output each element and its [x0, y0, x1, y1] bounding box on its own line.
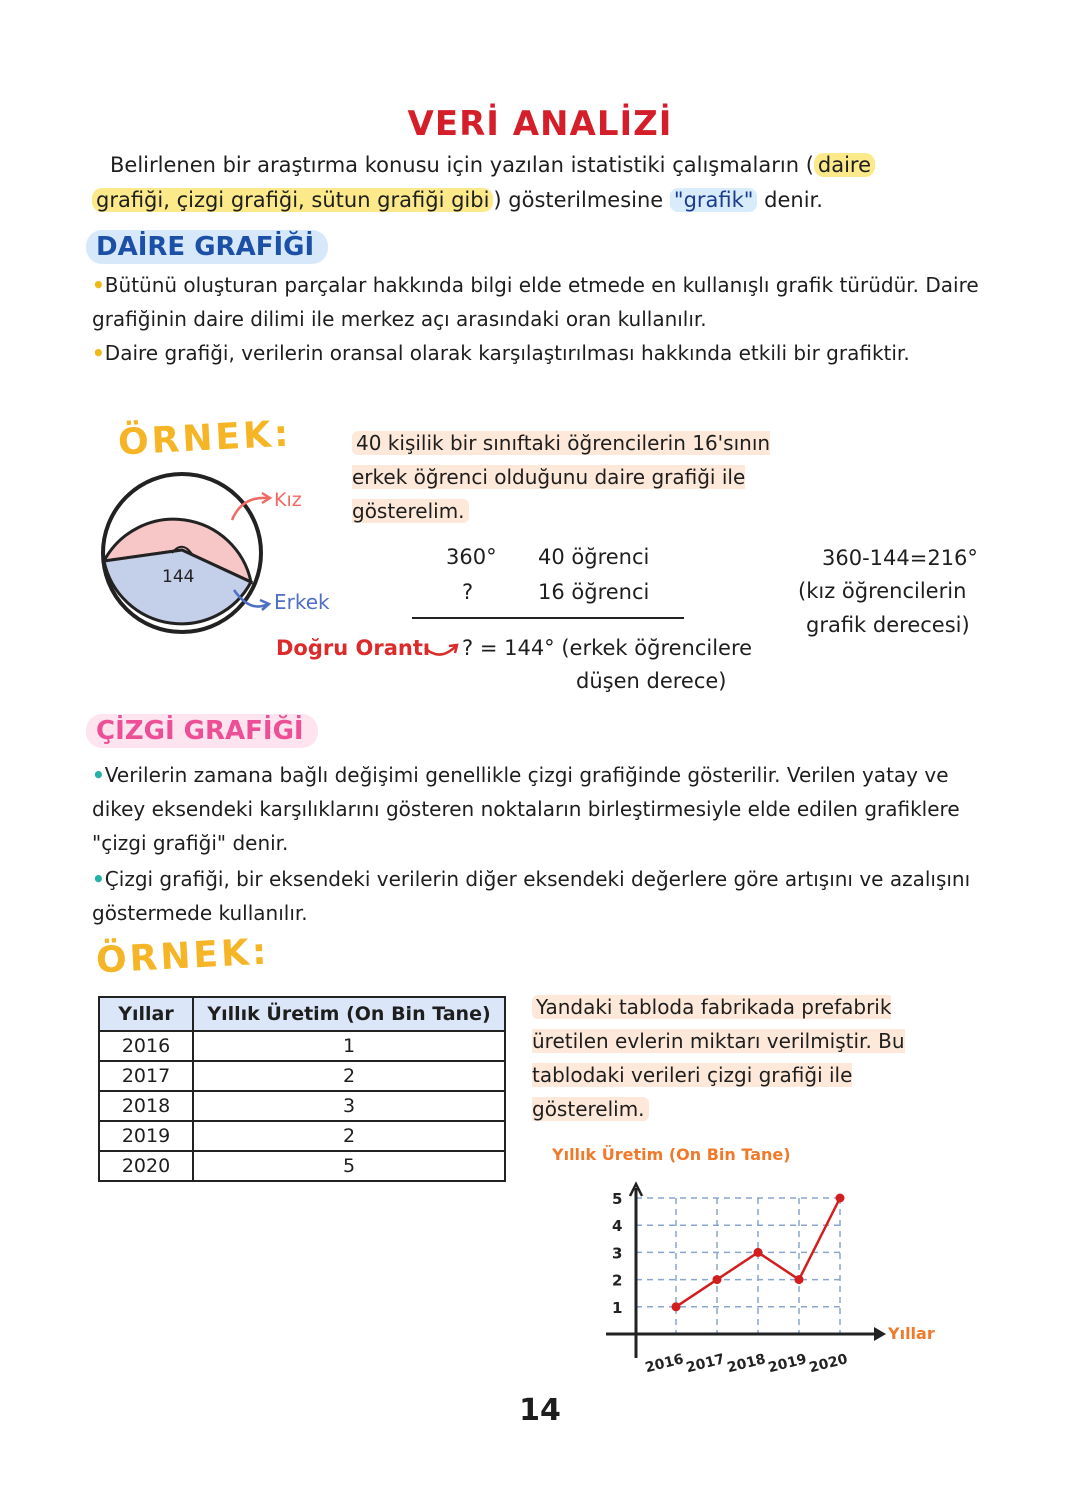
- pie-section-heading: DAİRE GRAFİĞİ: [86, 230, 328, 264]
- example-label-1: ÖRNEK:: [117, 413, 293, 464]
- chart-y-label: Yıllık Üretim (On Bin Tane): [552, 1145, 791, 1164]
- chart-x-tick-label: 2016: [643, 1351, 686, 1377]
- intro-part1: Belirlenen bir araştırma konusu için yazılan istatistiki çalışmaların (: [110, 153, 814, 177]
- table-cell-year: 2019: [99, 1121, 193, 1151]
- table-row: [99, 1031, 505, 1061]
- chart-x-tick-label: 2017: [684, 1351, 727, 1377]
- pie-example-text: [352, 426, 812, 528]
- table-cell-value: 2: [193, 1061, 505, 1091]
- chart-x-label: Yıllar: [888, 1324, 935, 1343]
- table-cell-value: 2: [193, 1121, 505, 1151]
- intro-paragraph: [92, 148, 992, 218]
- calc-r1c2: 40 öğrenci: [538, 545, 650, 569]
- example-label-2: ÖRNEK:: [95, 931, 271, 982]
- table-cell-value: 3: [193, 1091, 505, 1121]
- table-row: [99, 1061, 505, 1091]
- chart-y-tick-label: 4: [612, 1217, 623, 1236]
- chart-data-point: [795, 1275, 804, 1284]
- chart-x-tick-label: 2020: [807, 1351, 850, 1377]
- intro-part3: denir.: [757, 188, 823, 212]
- chart-x-tick-label: 2018: [725, 1351, 768, 1377]
- table-cell-value: 5: [193, 1151, 505, 1181]
- table-cell-year: 2017: [99, 1061, 193, 1091]
- table-row: [99, 1121, 505, 1151]
- line-section-heading: ÇİZGİ GRAFİĞİ: [86, 714, 318, 748]
- table-cell-year: 2016: [99, 1031, 193, 1061]
- calc-side-3: grafik derecesi): [806, 613, 970, 637]
- line-bullet-2-text: Çizgi grafiği, bir eksendeki verilerin diğer eksendeki değerlere göre artışını ve azalışını göstermede kullanılır.: [92, 867, 971, 925]
- intro-part2: ) gösterilmesine: [493, 188, 670, 212]
- calc-r1c1: 360°: [446, 545, 497, 569]
- table-header-years: Yıllar: [99, 997, 193, 1031]
- x-axis-arrow-icon: [874, 1327, 886, 1341]
- calc-side-2: (kız öğrencilerin: [798, 579, 967, 603]
- calc-result: ? = 144° (erkek öğrencilere: [462, 636, 753, 660]
- line-bullet-1-text: Verilerin zamana bağlı değişimi genellikle çizgi grafiğinde gösterilir. Verilen yatay ve dikey eksendeki karşılıklarını gösteren noktaların birleştirmesiyle elde edilen grafiklere "çizgi grafiği" denir.: [92, 763, 960, 855]
- proportion-arrow-icon: [422, 640, 462, 662]
- page-number: 14: [519, 1393, 561, 1428]
- calc-divider: [412, 617, 684, 619]
- table-row: [99, 1151, 505, 1181]
- line-example-text: [532, 990, 972, 1126]
- chart-y-tick-label: 3: [612, 1244, 623, 1263]
- calc-side-1: 360-144=216°: [822, 546, 978, 570]
- line-chart: [540, 1140, 960, 1380]
- bullet-dot-icon: •: [92, 273, 105, 297]
- table-cell-year: 2020: [99, 1151, 193, 1181]
- table-row: [99, 1091, 505, 1121]
- table-header-row: [99, 997, 505, 1031]
- line-bullet-2: [92, 862, 992, 930]
- pie-bullet-1: [92, 268, 992, 336]
- production-table: [98, 996, 506, 1182]
- pie-bullet-2-text: Daire grafiği, verilerin oransal olarak karşılaştırılması hakkında etkili bir grafiktir.: [104, 341, 910, 365]
- pie-label-boy: Erkek: [274, 590, 330, 614]
- intro-keyword: "grafik": [670, 188, 758, 212]
- calc-result-2: düşen derece): [576, 669, 727, 693]
- chart-data-point: [672, 1302, 681, 1311]
- chart-y-tick-label: 5: [612, 1190, 623, 1208]
- chart-y-tick-label: 1: [612, 1298, 623, 1317]
- calc-r2c1: ?: [462, 580, 474, 604]
- bullet-dot-icon: •: [92, 341, 105, 365]
- pie-bullet-1-text: Bütünü oluşturan parçalar hakkında bilgi elde etmede en kullanışlı grafik türüdür. Daire grafiğinin daire dilimi ile merkez açı arasındaki oran kullanılır.: [92, 273, 979, 331]
- line-example-text-content: Yandaki tabloda fabrikada prefabrik üretilen evlerin miktarı verilmiştir. Bu tablodaki verileri çizgi grafiği ile gösterelim.: [532, 995, 905, 1121]
- pie-bullet-2: [92, 336, 992, 370]
- table-cell-value: 1: [193, 1031, 505, 1061]
- table-cell-year: 2018: [99, 1091, 193, 1121]
- intro-highlight-1: daire: [814, 153, 875, 177]
- intro-highlight-2: grafiği, çizgi grafiği, sütun grafiği gibi: [92, 188, 493, 212]
- calc-r2c2: 16 öğrenci: [538, 580, 650, 604]
- pie-example-text-content: 40 kişilik bir sınıftaki öğrencilerin 16'sının erkek öğrenci olduğunu daire grafiği ile gösterelim.: [352, 431, 771, 523]
- pie-angle-label: 144: [162, 567, 195, 587]
- table-header-production: Yıllık Üretim (On Bin Tane): [193, 997, 505, 1031]
- chart-data-point: [836, 1194, 845, 1203]
- chart-data-point: [713, 1275, 722, 1284]
- chart-ticks: [612, 1190, 850, 1376]
- page-title: VERİ ANALİZİ: [407, 104, 673, 144]
- calc-proportion-label: Doğru Orantı: [276, 636, 431, 660]
- chart-data-point: [754, 1248, 763, 1257]
- chart-y-tick-label: 2: [612, 1271, 623, 1290]
- line-bullet-1: [92, 758, 992, 860]
- bullet-dot-icon: •: [92, 867, 105, 891]
- chart-x-tick-label: 2019: [766, 1351, 809, 1377]
- bullet-dot-icon: •: [92, 763, 105, 787]
- pie-label-girl: Kız: [274, 489, 302, 511]
